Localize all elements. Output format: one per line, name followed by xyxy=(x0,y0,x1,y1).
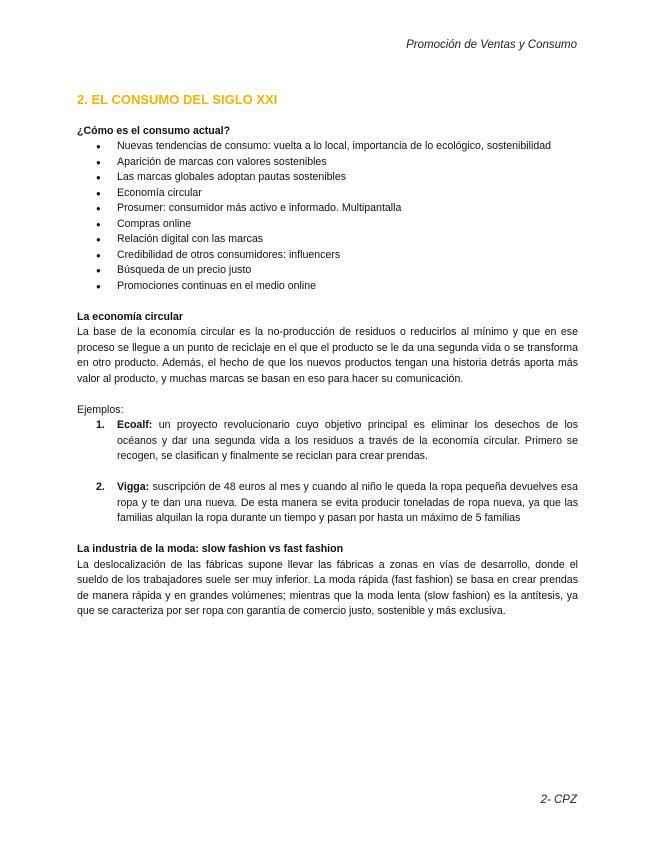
brand-name: Vigga: xyxy=(117,481,150,493)
circular-paragraph: La base de la economía circular es la no-producción de residuos o reducirlos al mínimo y que en ese proceso se llegue a un punto de reciclaje en el que el producto se le da una segunda vida o se transforma en otro producto. Además, el hecho de que los nuevos productos tengan una historia detrás aporta más valor al producto, y muchas marcas se basan en eso para hacer su comunicación. xyxy=(77,326,578,385)
page-content xyxy=(77,92,578,620)
item-number: 2. xyxy=(96,481,105,493)
brand-name: Ecoalf: xyxy=(117,419,153,431)
item-text: suscripción de 48 euros al mes y cuando al niño le queda la ropa pequeña devuelves esa ropa y te dan una nueva. De esta manera se evita producir toneladas de ropa nueva, ya que las familias alquilan la ropa durante un tiempo y pasan por hasta un máximo de 5 familias xyxy=(117,481,578,524)
list-item: ● Las marcas globales adoptan pautas sostenibles xyxy=(117,170,578,186)
list-item: ● Nuevas tendencias de consumo: vuelta a lo local, importancia de lo ecológico, sostenibilidad xyxy=(117,139,578,155)
moda-heading: La industria de la moda: slow fashion vs fast fashion xyxy=(77,543,344,555)
page-footer: 2- CPZ xyxy=(540,794,577,806)
list-item xyxy=(96,418,578,465)
list-item: ● Prosumer: consumidor más activo e informado. Multipantalla xyxy=(117,201,578,217)
circular-heading: La economía circular xyxy=(77,310,183,323)
list-item: ● Compras online xyxy=(117,217,578,233)
list-item xyxy=(96,480,578,527)
section-title: 2. EL CONSUMO DEL SIGLO XXI xyxy=(77,92,278,107)
list-item: ● Aparición de marcas con valores sostenibles xyxy=(117,155,578,171)
moda-paragraph: La deslocalización de las fábricas supone llevar las fábricas a zonas en vías de desarrollo, donde el sueldo de los trabajadores suele ser muy inferior. La moda rápida (fast fashion) se basa en crear prendas de manera rápida y en grandes volúmenes; mientras que la moda lenta (slow fashion) es la antítesis, ya que se caracteriza por ser ropa con garantía de comercio justo, sostenible y más exclusiva. xyxy=(77,558,578,617)
ejemplos-list xyxy=(77,418,578,527)
list-item: ● Credibilidad de otros consumidores: influencers xyxy=(117,248,578,264)
consumo-heading: ¿Cómo es el consumo actual? xyxy=(77,124,231,137)
ejemplos-label: Ejemplos: xyxy=(77,403,124,416)
consumo-list xyxy=(77,139,578,294)
page-header: Promoción de Ventas y Consumo xyxy=(406,39,577,51)
list-item: ● Búsqueda de un precio justo xyxy=(117,263,578,279)
item-number: 1. xyxy=(96,419,105,431)
list-item: ● Economía circular xyxy=(117,186,578,202)
list-spacer xyxy=(117,465,578,481)
list-item: ● Relación digital con las marcas xyxy=(117,232,578,248)
list-item: ● Promociones continuas en el medio online xyxy=(117,279,578,295)
item-text: un proyecto revolucionario cuyo objetivo principal es eliminar los desechos de los océanos y dar una segunda vida a los residuos a través de la economía circular. Primero se recogen, se clasifican y finalmente se reciclan para crear prendas. xyxy=(117,419,578,462)
